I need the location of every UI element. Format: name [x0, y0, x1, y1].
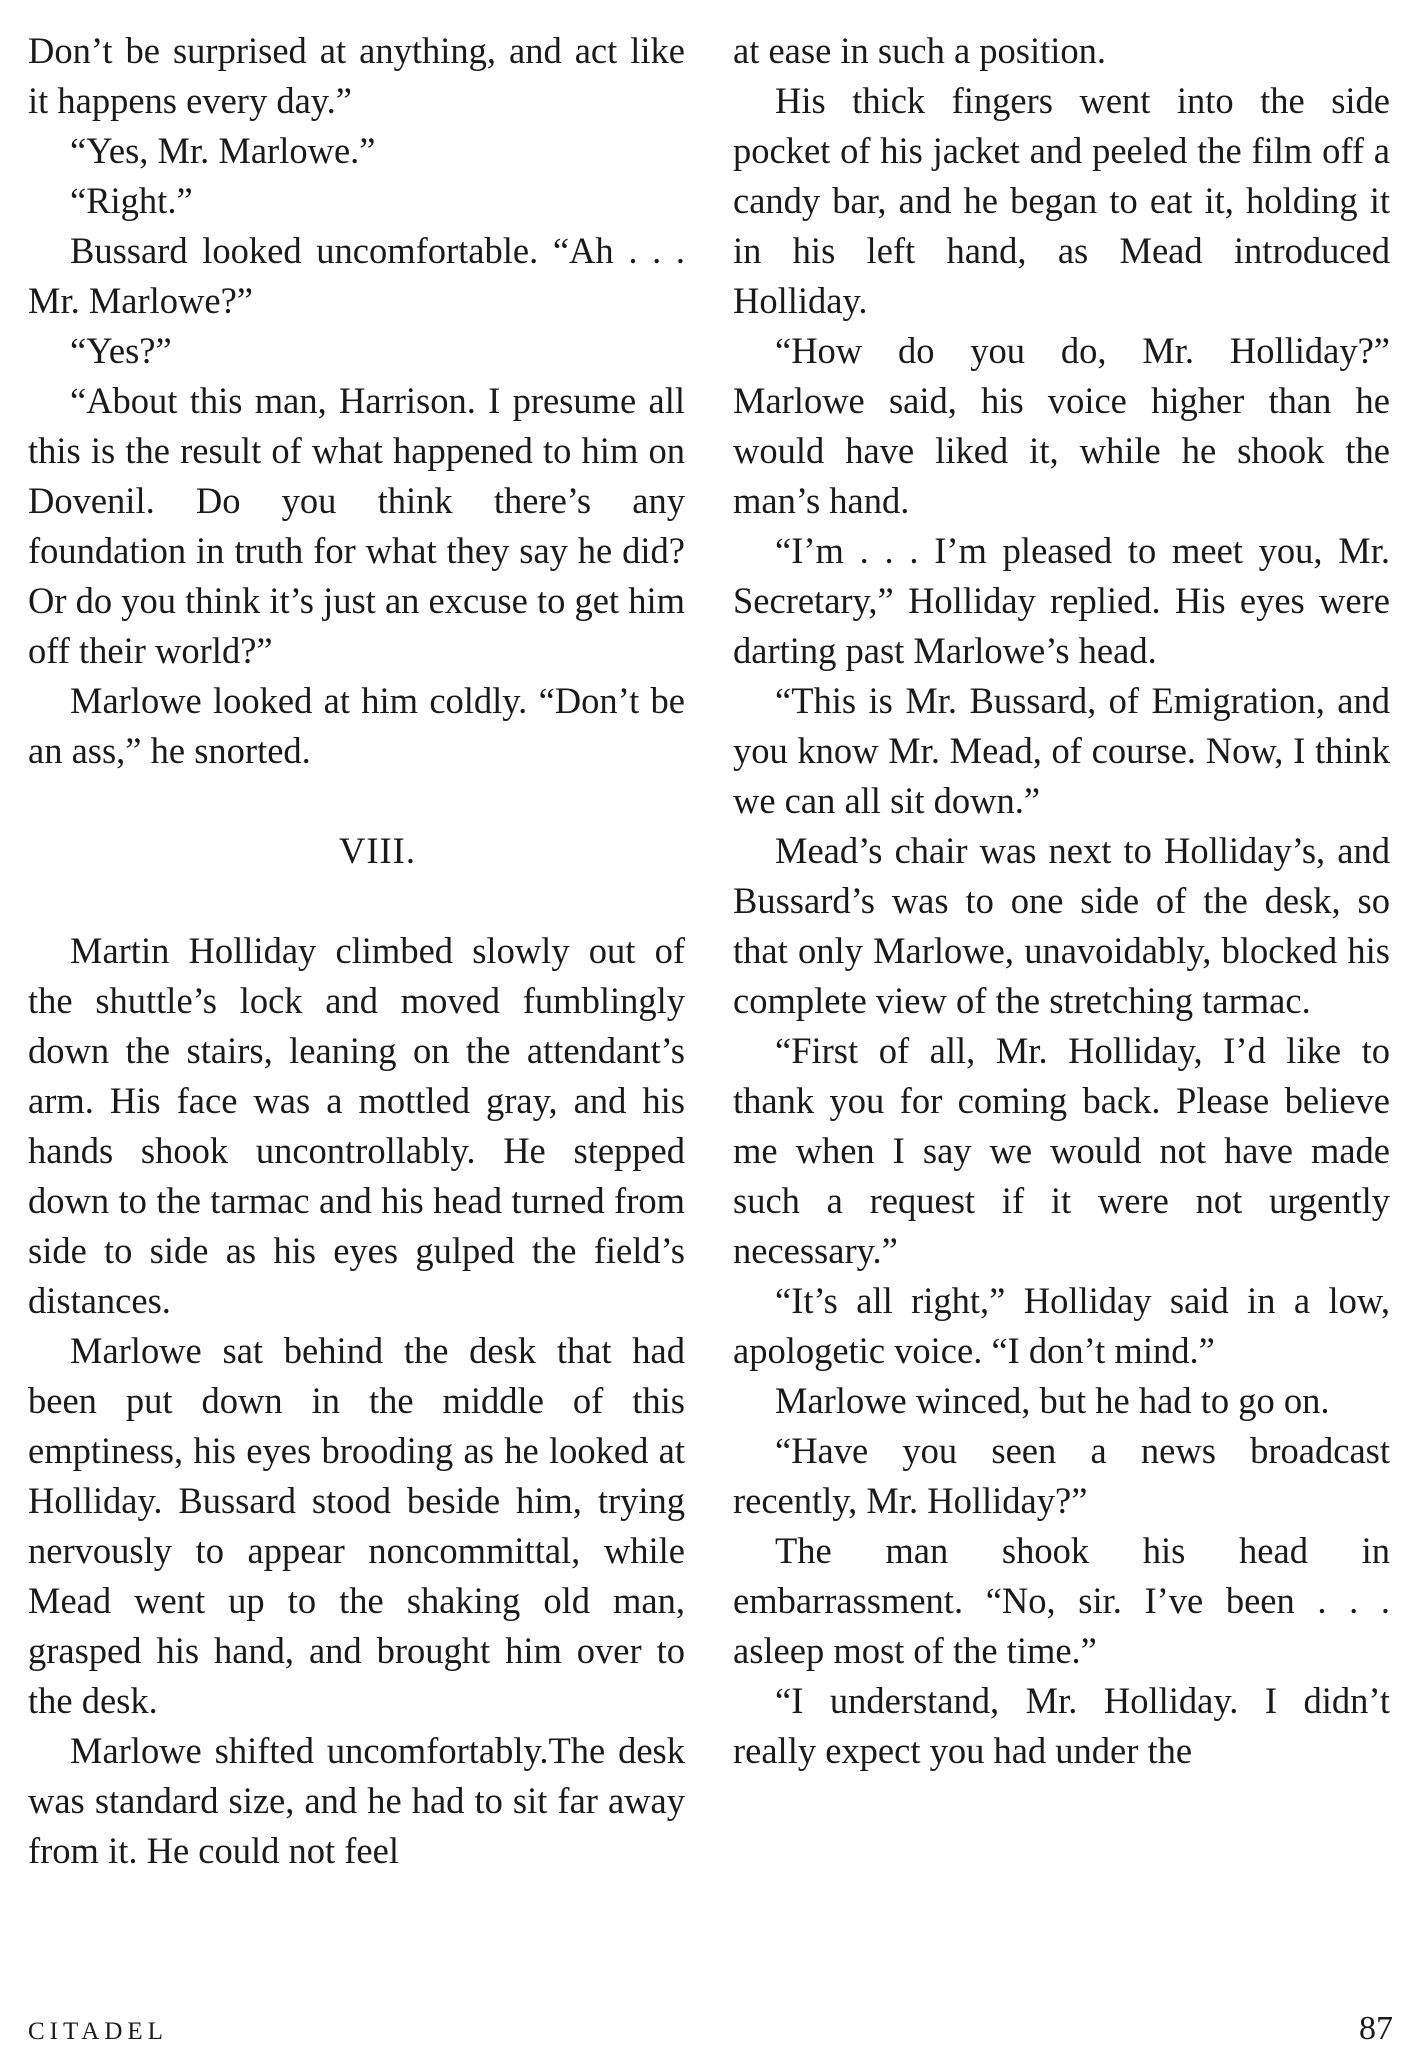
paragraph: “How do you do, Mr. Holliday?” Marlowe said, his voice higher than he would have liked it, while he shook the man’s hand.: [733, 330, 1390, 521]
paragraph: The man shook his head in embarrassment. “No, sir. I’ve been . . . asleep most of the time.”: [733, 1530, 1390, 1671]
paragraph: “Yes?”: [70, 330, 172, 371]
paragraph: Mead’s chair was next to Holliday’s, and Bussard’s was to one side of the desk, so that only Marlowe, unavoidably, blocked his complete view of the stretching tarmac.: [733, 830, 1390, 1021]
paragraph: Marlowe winced, but he had to go on.: [775, 1380, 1330, 1421]
right-column: [733, 26, 1390, 1776]
paragraph: Marlowe sat behind the desk that had been put down in the middle of this emptiness, his eyes brooding as he looked at Holliday. Bussard stood beside him, trying nervously to appear noncommittal, while Mead went up to the shaking old man, grasped his hand, and brought him over to the desk.: [28, 1330, 685, 1721]
paragraph: “Right.”: [70, 180, 193, 221]
paragraph: Bussard looked uncomfortable. “Ah . . . Mr. Marlowe?”: [28, 230, 685, 321]
paragraph: “I understand, Mr. Holliday. I didn’t really expect you had under the: [733, 1680, 1390, 1771]
paragraph: at ease in such a position.: [733, 30, 1107, 71]
paragraph: “I’m . . . I’m pleased to meet you, Mr. Secretary,” Holliday replied. His eyes were darting past Marlowe’s head.: [733, 530, 1390, 671]
section-spacer: [28, 876, 685, 926]
paragraph: His thick fingers went into the side pocket of his jacket and peeled the film off a candy bar, and he began to eat it, holding it in his left hand, as Mead introduced Holliday.: [733, 80, 1390, 321]
page-number: 87: [1359, 2010, 1393, 2047]
paragraph: Marlowe shifted uncomfortably.The desk was standard size, and he had to sit far away from it. He could not feel: [28, 1730, 685, 1871]
publication-name: CITADEL: [28, 2018, 168, 2045]
paragraph: “Yes, Mr. Marlowe.”: [70, 130, 376, 171]
paragraph: “First of all, Mr. Holliday, I’d like to thank you for coming back. Please believe me when I say we would not have made such a request if it were not urgently necessary.”: [733, 1030, 1390, 1271]
paragraph: Martin Holliday climbed slowly out of the shuttle’s lock and moved fumblingly down the stairs, leaning on the attendant’s arm. His face was a mottled gray, and his hands shook uncontrollably. He stepped down to the tarmac and his head turned from side to side as his eyes gulped the field’s distances.: [28, 930, 685, 1321]
paragraph: “Have you seen a news broadcast recently, Mr. Holliday?”: [733, 1430, 1390, 1521]
paragraph: “This is Mr. Bussard, of Emigration, and you know Mr. Mead, of course. Now, I think we can all sit down.”: [733, 680, 1390, 821]
left-column: [28, 26, 685, 1876]
paragraph: “About this man, Harrison. I presume all this is the result of what happened to him on Dovenil. Do you think there’s any foundation in truth for what they say he did? Or do you think it’s just an excuse to get him off their world?”: [28, 380, 685, 671]
paragraph: Marlowe looked at him coldly. “Don’t be an ass,” he snorted.: [28, 680, 685, 771]
section-heading: VIII.: [339, 830, 416, 871]
paragraph: “It’s all right,” Holliday said in a low, apologetic voice. “I don’t mind.”: [733, 1280, 1390, 1371]
paragraph: Don’t be surprised at anything, and act like it happens every day.”: [28, 30, 685, 121]
section-spacer: [28, 776, 685, 826]
